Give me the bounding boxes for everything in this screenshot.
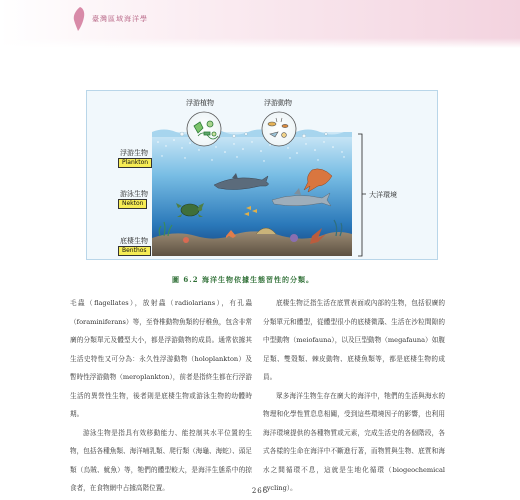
plankton-label-en: Plankton [118, 158, 152, 168]
marine-life-figure [86, 90, 438, 260]
right-paragraph-2: 眾多海洋生物生存在廣大的海洋中，牠們的生活與海水的物理和化學性質息息相關，受到這些環境因子的影響，也利用海洋環境提供的各種物質或元素，完成生活史的各個階段，各式各樣的生命在海洋中不斷進行著，而物質與生物、底質和海水之間循環不息，這就是生地化循環（biogeochemical cycling）。 [263, 391, 445, 492]
figure-caption: 圖 6.2 海洋生物依據生態習性的分類。 [172, 275, 315, 284]
nekton-label-en: Nekton [118, 199, 147, 209]
zooplankton-label: 浮游動物 [264, 99, 292, 107]
left-paragraph-1: 毛蟲（flagellates），放射蟲（radiolarians），有孔蟲（foraminiferans）等，至脊椎動物魚類的仔稚魚，包含非常廣的分類單元及體型大小，都是浮游動物的成員。通常依據其生活史特性又可分為：永久性浮游動物（holoplankton）及暫時性浮游動物（meroplankton），前者是指終生都在行浮游生活的異營性生物，後者則是底棲生物或游泳生物的幼體時期。 [70, 299, 252, 418]
benthos-label-en: Benthos [118, 246, 151, 256]
benthos-label-cn: 底棲生物 [120, 237, 148, 245]
zooplankton-lens [262, 112, 296, 146]
page-number: 266 [251, 487, 269, 495]
right-paragraph-1: 底棲生物泛指生活在底質表面或內部的生物，包括很廣的分類單元和體型，從體型很小的底棲微藻、生活在沙粒間隙的中型動物（meiofauna），以及巨型動物（megafauna）如腹足類、雙殼類、棘皮動物、底棲魚類等，都是底棲生物的成員。 [263, 299, 445, 381]
left-paragraph-2: 游泳生物是指具有效移動能力、能控制其水平位置的生物，包括各種魚類、海洋哺乳類、爬行類（海龜、海蛇）、頭足類（烏賊、魷魚）等，牠們的體型較大，是海洋生態系中的掠食者，在食物網中占據高階位置。 [70, 428, 252, 492]
ocean-illustration [86, 90, 438, 260]
phytoplankton-lens [187, 112, 221, 146]
nekton-label-cn: 游泳生物 [120, 190, 148, 198]
taiwan-map-icon [71, 6, 87, 32]
running-header-title: 臺灣區域海洋學 [92, 15, 148, 23]
ocean-environment-bracket [358, 134, 366, 256]
sea-turtle [181, 204, 199, 216]
right-column [263, 294, 445, 498]
left-column [70, 294, 252, 498]
phytoplankton-label: 浮游植物 [186, 99, 214, 107]
ocean-environment-label: 大洋環境 [369, 191, 397, 199]
plankton-label-cn: 浮游生物 [120, 149, 148, 157]
